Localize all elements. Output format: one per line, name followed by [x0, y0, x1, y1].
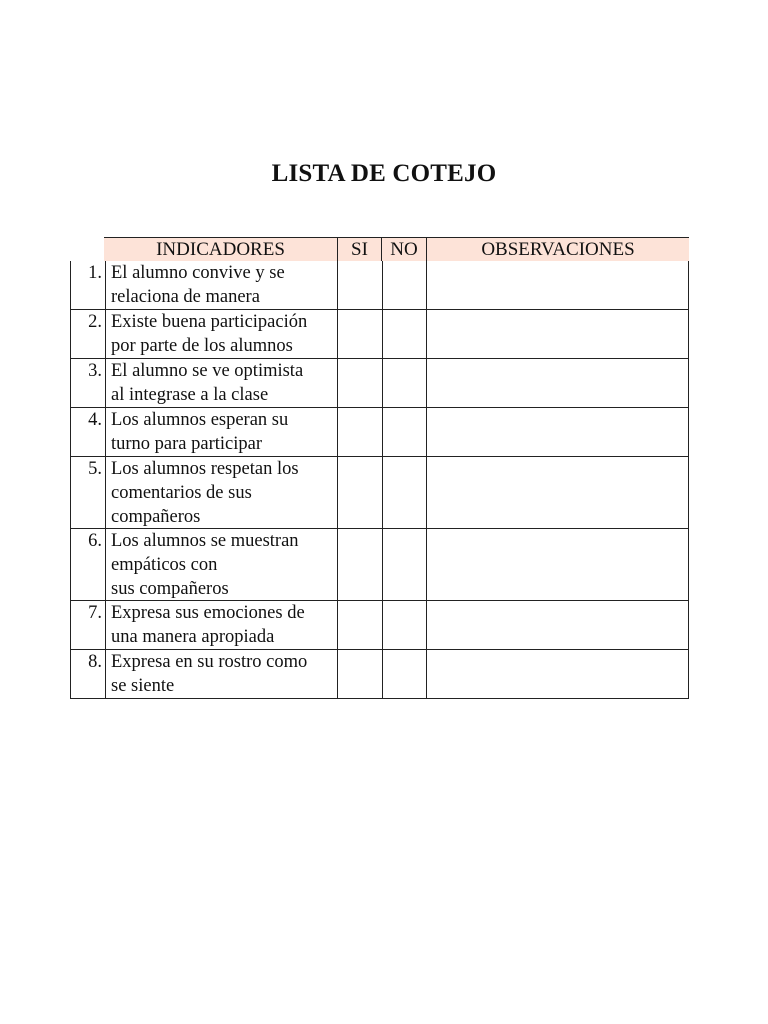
header-indicadores: INDICADORES — [104, 238, 338, 261]
row-number: 2. — [71, 310, 106, 358]
row-indicator-text: Expresa en su rostro como se siente — [106, 650, 338, 698]
no-cell — [383, 261, 427, 309]
table-row — [71, 650, 688, 699]
observaciones-cell — [427, 457, 688, 528]
no-cell — [383, 457, 427, 528]
si-cell — [338, 650, 383, 698]
row-indicator-text: El alumno convive y se relaciona de manera — [106, 261, 338, 309]
observaciones-cell — [427, 261, 688, 309]
no-cell — [383, 310, 427, 358]
header-observaciones: OBSERVACIONES — [481, 239, 635, 260]
row-indicator-text: Expresa sus emociones de una manera apropiada — [106, 601, 338, 649]
si-cell — [338, 408, 383, 456]
observaciones-cell — [427, 529, 688, 600]
table-row — [71, 529, 688, 601]
si-cell — [338, 359, 383, 407]
observaciones-cell — [427, 359, 688, 407]
no-cell — [383, 529, 427, 600]
row-number: 1. — [71, 261, 106, 309]
no-cell — [383, 601, 427, 649]
row-number: 8. — [71, 650, 106, 698]
observaciones-cell — [427, 601, 688, 649]
header-si: SI — [338, 238, 382, 261]
observaciones-cell — [427, 408, 688, 456]
row-indicator-text: Los alumnos se muestran empáticos con sus compañeros — [106, 529, 338, 600]
header-no: NO — [382, 238, 427, 261]
observaciones-cell — [427, 650, 688, 698]
checklist-table — [70, 261, 689, 699]
row-indicator-text: El alumno se ve optimista al integrase a la clase — [106, 359, 338, 407]
row-number: 4. — [71, 408, 106, 456]
row-number: 7. — [71, 601, 106, 649]
row-indicator-text: Existe buena participación por parte de los alumnos — [106, 310, 338, 358]
row-number: 6. — [71, 529, 106, 600]
si-cell — [338, 261, 383, 309]
table-row — [71, 408, 688, 457]
no-cell — [383, 650, 427, 698]
no-cell — [383, 359, 427, 407]
no-cell — [383, 408, 427, 456]
row-number: 5. — [71, 457, 106, 528]
table-row — [71, 359, 688, 408]
si-cell — [338, 529, 383, 600]
document-title: LISTA DE COTEJO — [271, 160, 497, 187]
table-row — [71, 601, 688, 650]
table-row — [71, 457, 688, 529]
row-number: 3. — [71, 359, 106, 407]
si-cell — [338, 310, 383, 358]
table-row — [71, 261, 688, 310]
row-indicator-text: Los alumnos esperan su turno para participar — [106, 408, 338, 456]
si-cell — [338, 601, 383, 649]
si-cell — [338, 457, 383, 528]
table-header — [104, 237, 689, 261]
row-indicator-text: Los alumnos respetan los comentarios de sus compañeros — [106, 457, 338, 528]
observaciones-cell — [427, 310, 688, 358]
table-row — [71, 310, 688, 359]
